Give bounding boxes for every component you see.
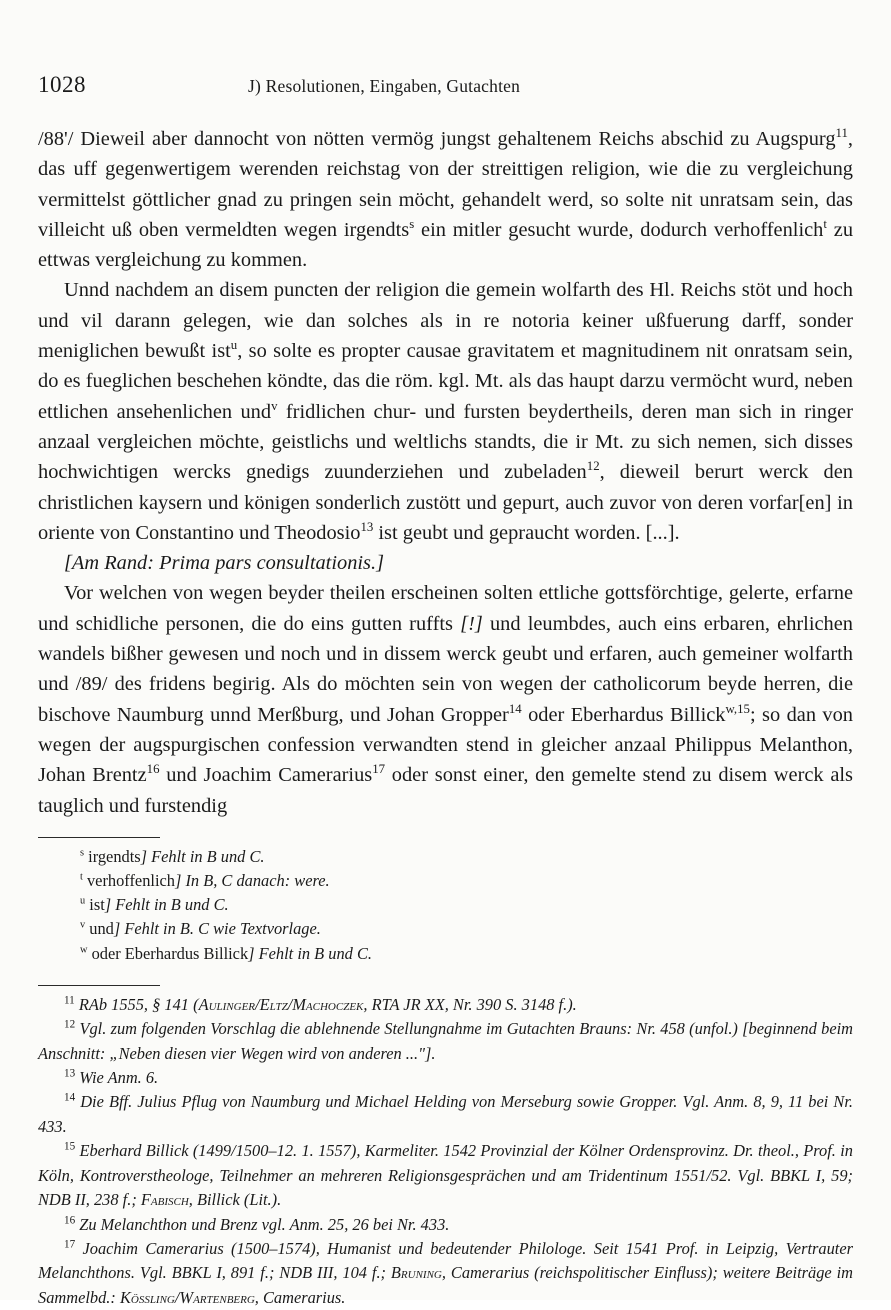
apparatus-entry: $^s$ irgendts] Fehlt in B und C. bbox=[80, 846, 265, 866]
footnotes bbox=[38, 985, 853, 1310]
apparatus-lines bbox=[38, 845, 853, 966]
footnote-entry: $^{11}$ RAb 1555, § 141 (Aulinger/Eltz/Machoczek, RTA JR XX, Nr. 390 S. 3148 f.). bbox=[64, 994, 577, 1014]
critical-apparatus bbox=[38, 837, 853, 966]
apparatus-entry: $^v$ und] Fehlt in B. C wie Textvorlage. bbox=[80, 919, 321, 939]
paragraph-2: Unnd nachdem an disem puncten der religion die gemein wolfarth des Hl. Reichs stöt und hoch und vil darann gelegen, wie dan solches als in re notoria keiner ußfuerung darff, sonder meniglichen bewußt ist$^u$, so solte es propter causae gravitatem et magnitudinem nit onratsam sein, do es fueglichen beschehen köndte, das die röm. kgl. Mt. als das haupt darzu vermöcht wurd, neben ettlichen ansehenlichen und$^v$ fridlichen chur- und fursten beydertheils, deren man sich in ringer anzaal vergleichen möchte, geistlichs und weltlichs standts, die ir Mt. zu sich nemen, sich disses hochwichtigen wercks gnedigs zuunderziehen und zubeladen$^{12}$, dieweil berurt werck den christlichen kaysern und königen sonderlich zustött und gepurt, auch zuvor von deren vorfar[en] in oriente von Constantino und Theodosio$^{13}$ ist geubt und gepraucht worden. [...]. bbox=[38, 279, 853, 544]
body-text bbox=[38, 124, 853, 821]
apparatus-divider bbox=[38, 837, 160, 838]
footnote-lines bbox=[38, 993, 853, 1310]
footnote-entry: $^{14}$ Die Bff. Julius Pflug von Naumburg und Michael Helding von Merseburg sowie Gropper. Vgl. Anm. 8, 9, 11 bei Nr. 433. bbox=[38, 1092, 853, 1136]
apparatus-entry: $^u$ ist] Fehlt in B und C. bbox=[80, 895, 229, 915]
footnote-divider bbox=[38, 985, 160, 986]
footnote-entry: $^{16}$ Zu Melanchthon und Brenz vgl. Anm. 25, 26 bei Nr. 433. bbox=[64, 1214, 450, 1234]
apparatus-entry: $^w$ oder Eberhardus Billick] Fehlt in B und C. bbox=[80, 943, 372, 963]
running-head-title: J) Resolutionen, Eingaben, Gutachten bbox=[248, 76, 521, 96]
page-number: 1028 bbox=[38, 72, 86, 97]
page-content bbox=[38, 72, 853, 1310]
apparatus-entry: $^t$ verhoffenlich] In B, C danach: were. bbox=[80, 871, 330, 891]
footnote-entry: $^{17}$ Joachim Camerarius (1500–1574), Humanist und bedeutender Philologe. Seit 1541 Prof. in Leipzig, Vertrauter Melanchthons. Vgl. BBKL I, 891 f.; NDB III, 104 f.; Bruning, Camerarius (reichspolitischer Einfluss); weitere Beiträge im Sammelbd.: Kössling/Wartenberg, Camerarius. bbox=[38, 1238, 853, 1307]
footnote-entry: $^{15}$ Eberhard Billick (1499/1500–12. 1. 1557), Karmeliter. 1542 Provinzial der Kölner Ordensprovinz. Dr. theol., Prof. in Köln, Kontroverstheologe, Teilnehmer an mehreren Religionsgesprächen und am Tridentinum 1551/52. Vgl. BBKL I, 59; NDB II, 238 f.; Fabisch, Billick (Lit.). bbox=[38, 1140, 853, 1210]
footnote-entry: $^{13}$ Wie Anm. 6. bbox=[64, 1067, 159, 1088]
paragraph-1: /88'/ Dieweil aber dannocht von nötten vermög jungst gehaltenem Reichs abschid zu Augspurg$^{11}$, das uff gegenwertigem werenden reichstag von der streittigen religion, wie die zu vergleichung vermittelst göttlicher gnad zu pringen sein möcht, gehandelt werd, so solte nit unratsam sein, das villeicht uß oben vermeldten wegen irgendts$^s$ ein mitler gesucht wurde, dodurch verhoffenlich$^t$ zu ettwas vergleichung zu kommen. bbox=[38, 126, 854, 272]
paragraph-3: Vor welchen von wegen beyder theilen erscheinen solten ettliche gottsförchtige, gelerte, erfarne und schidliche personen, die do eins gutten ruffts [!] und leumbdes, auch eins erbaren, ehrlichen wandels bißher gewesen und noch und in dissem werck geubt und erfaren, auch gemeiner wolfarth und /89/ des fridens begirig. Als do möchten sein von wegen der catholicorum beyde herren, die bischove Naumburg unnd Merßburg, und Johan Gropper$^{14}$ oder Eberhardus Billick$^{w,15}$; so dan von wegen der augspurgischen confession verwandten stend in gleicher anzaal Philippus Melanthon, Johan Brentz$^{16}$ und Joachim Camerarius$^{17}$ oder sonst einer, den gemelte stend zu disem werck als tauglich und furstendig bbox=[38, 582, 853, 817]
footnote-entry: $^{12}$ Vgl. zum folgenden Vorschlag die ablehnende Stellungnahme im Gutachten Brauns: Nr. 458 (unfol.) [beginnend beim Anschnitt: „Neben diesen vier Wegen wird von anderen ..."]. bbox=[38, 1018, 853, 1063]
running-head bbox=[38, 72, 853, 98]
marginal-note: [Am Rand: Prima pars consultationis.] bbox=[64, 552, 385, 575]
